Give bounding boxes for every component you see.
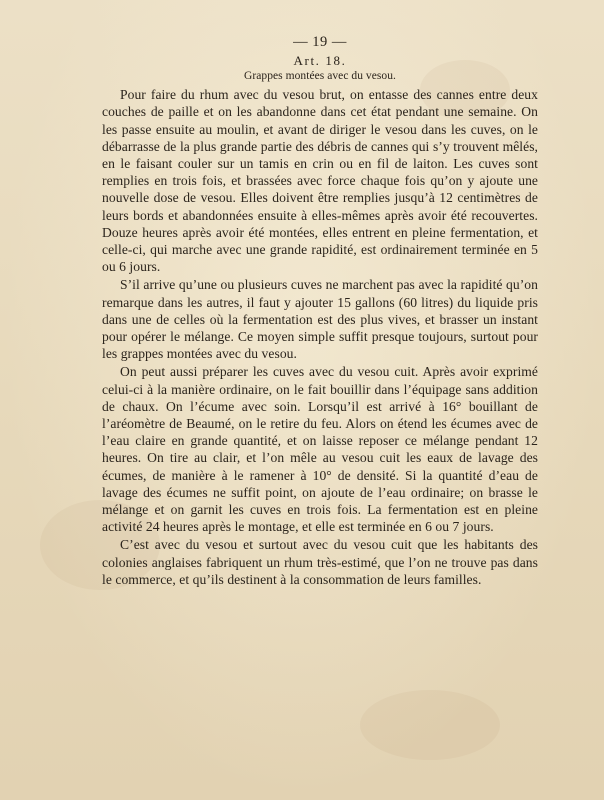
page-number: — 19 —: [293, 34, 347, 50]
text-column: [102, 34, 538, 589]
paragraph-1: Pour faire du rhum avec du vesou brut, on entasse des cannes entre deux couches de paille et on les abandonne dans cet état pendant une semaine. On les passe ensuite au moulin, et avant de diriger le vesou dans les cuves, on le débarrasse de la plus grande partie des débris de cannes qui s’y trouvent mêlés, en le faisant couler sur un tamis en crin ou en fil de laiton. Les cuves sont remplies en trois fois, et brassées avec force chaque fois qu’on y ajoute une nouvelle dose de vesou. Elles doivent être remplies jusqu’à 12 centimètres de leurs bords et abandonnées ensuite à elles-mêmes après avoir été recouvertes. Douze heures après avoir été montées, elles entrent en pleine fermentation, et celle-ci, qui marche avec une grande rapidité, est ordinairement terminée en 5 ou 6 jours.: [102, 87, 538, 275]
paper-stain: [360, 690, 500, 760]
paragraph-2: S’il arrive qu’une ou plusieurs cuves ne marchent pas avec la rapidité qu’on remarque dans les autres, il faut y ajouter 15 gallons (60 litres) du liquide pris dans une de celles où la fermentation est des plus vives, et brasser un instant pour opérer le mélange. Ce moyen simple suffit presque toujours, surtout pour les grappes montées avec du vesou.: [102, 277, 538, 362]
paragraph-4: C’est avec du vesou et surtout avec du vesou cuit que les habitants des colonies anglaises fabriquent un rhum très-estimé, que l’on ne trouve pas dans le commerce, et qu’ils destinent à la consommation de leurs familles.: [102, 537, 538, 587]
paragraph-3: On peut aussi préparer les cuves avec du vesou cuit. Après avoir exprimé celui-ci à la manière ordinaire, on le fait bouillir dans l’équipage sans addition de chaux. On l’écume avec soin. Lorsqu’il est arrivé à 16° bouillant de l’aréomètre de Beaumé, on le retire du feu. Alors on étend les écumes avec de l’eau claire en grande quantité, et on laisse reposer ce mélange pendant 12 heures. On tire au clair, et l’on mêle au vesou cuit les eaux de lavage des écumes, de manière à le ramener à 10° de densité. Si la quantité d’eau de lavage des écumes ne suffit point, on ajoute de l’eau ordinaire; on brasse le mélange et on garnit les cuves en trois fois. La fermentation est en pleine activité 24 heures après le montage, et elle est terminée en 6 ou 7 jours.: [102, 364, 538, 535]
article-subtitle: Grappes montées avec du vesou.: [244, 70, 396, 83]
article-title: Art. 18.: [293, 53, 347, 69]
